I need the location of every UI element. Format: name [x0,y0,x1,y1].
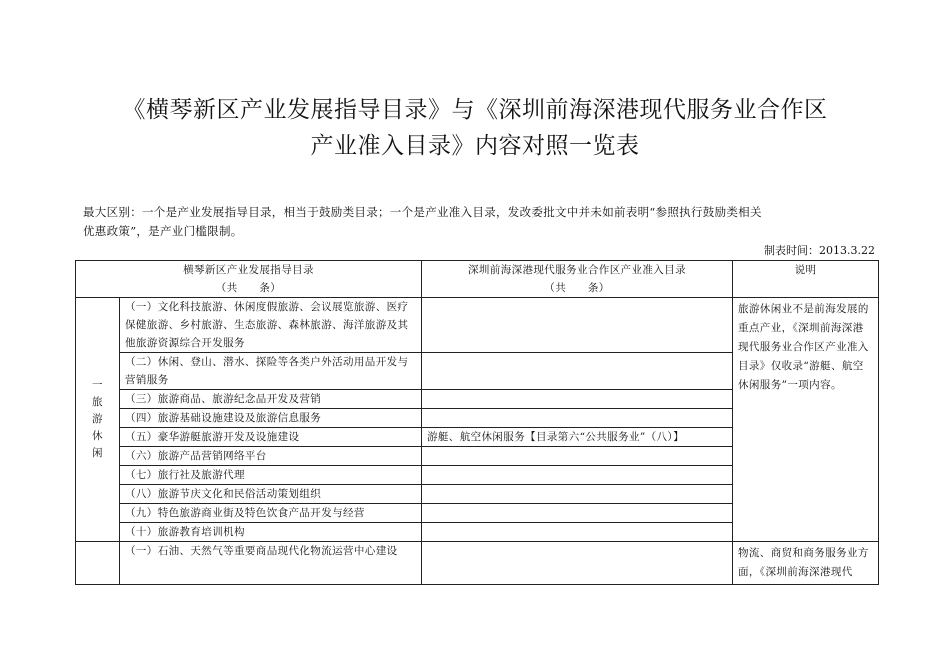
table-date: 制表时间：2013.3.22 [764,244,875,257]
comparison-table [75,260,879,585]
qianhai-item [422,390,733,409]
table-row [76,298,879,353]
note-line-2: 优惠政策”，是产业门槛限制。 [83,224,243,238]
summary-note [83,203,883,241]
hengqin-item: （一）文化科技旅游、休闲度假旅游、会议展览旅游、医疗保健旅游、乡村旅游、生态旅游、森林旅游、海洋旅游及其他旅游资源综合开发服务 [120,298,422,353]
qianhai-item [422,504,733,523]
hengqin-item: （四）旅游基础设施建设及旅游信息服务 [120,409,422,428]
category-logistics [76,542,120,585]
table-row [76,542,879,585]
qianhai-item [422,447,733,466]
header-row [76,261,879,298]
hengqin-item: （六）旅游产品营销网络平台 [120,447,422,466]
remark-tourism: 旅游休闲业不是前海发展的重点产业，《深圳前海深港现代服务业合作区产业准入目录》仅收录“游艇、航空休闲服务”一项内容。 [733,298,879,542]
hengqin-item: （七）旅行社及旅游代理 [120,466,422,485]
remark-logistics: 物流、商贸和商务服务业方面，《深圳前海深港现代 [733,542,879,585]
title-line-2: 产业准入目录》内容对照一览表 [310,133,640,159]
qianhai-item [422,298,733,353]
header-hengqin: 横琴新区产业发展指导目录 （共 条） [76,261,422,298]
hengqin-item: （三）旅游商品、旅游纪念品开发及营销 [120,390,422,409]
hengqin-item: （一）石油、天然气等重要商品现代化物流运营中心建设 [120,542,422,585]
document-title [0,92,950,164]
qianhai-item [422,409,733,428]
note-line-1: 最大区别：一个是产业发展指导目录，相当于鼓励类目录；一个是产业准入目录，发改委批文中并未如前表明“参照执行鼓励类相关 [83,205,762,219]
hengqin-item: （九）特色旅游商业街及特色饮食产品开发与经营 [120,504,422,523]
qianhai-item: 游艇、航空休闲服务【目录第六“公共服务业”（八）】 [422,428,733,447]
hengqin-item: （五）豪华游艇旅游开发及设施建设 [120,428,422,447]
title-line-1: 《横琴新区产业发展指导目录》与《深圳前海深港现代服务业合作区 [122,97,828,123]
qianhai-item [422,485,733,504]
header-remarks: 说明 [733,261,879,298]
hengqin-item: （十）旅游教育培训机构 [120,523,422,542]
qianhai-item [422,542,733,585]
qianhai-item [422,523,733,542]
category-tourism: 一旅游休闲 [76,298,120,542]
header-qianhai: 深圳前海深港现代服务业合作区产业准入目录 （共 条） [422,261,733,298]
hengqin-item: （二）休闲、登山、潜水、探险等各类户外活动用品开发与营销服务 [120,353,422,390]
qianhai-item [422,353,733,390]
hengqin-item: （八）旅游节庆文化和民俗活动策划组织 [120,485,422,504]
qianhai-item [422,466,733,485]
